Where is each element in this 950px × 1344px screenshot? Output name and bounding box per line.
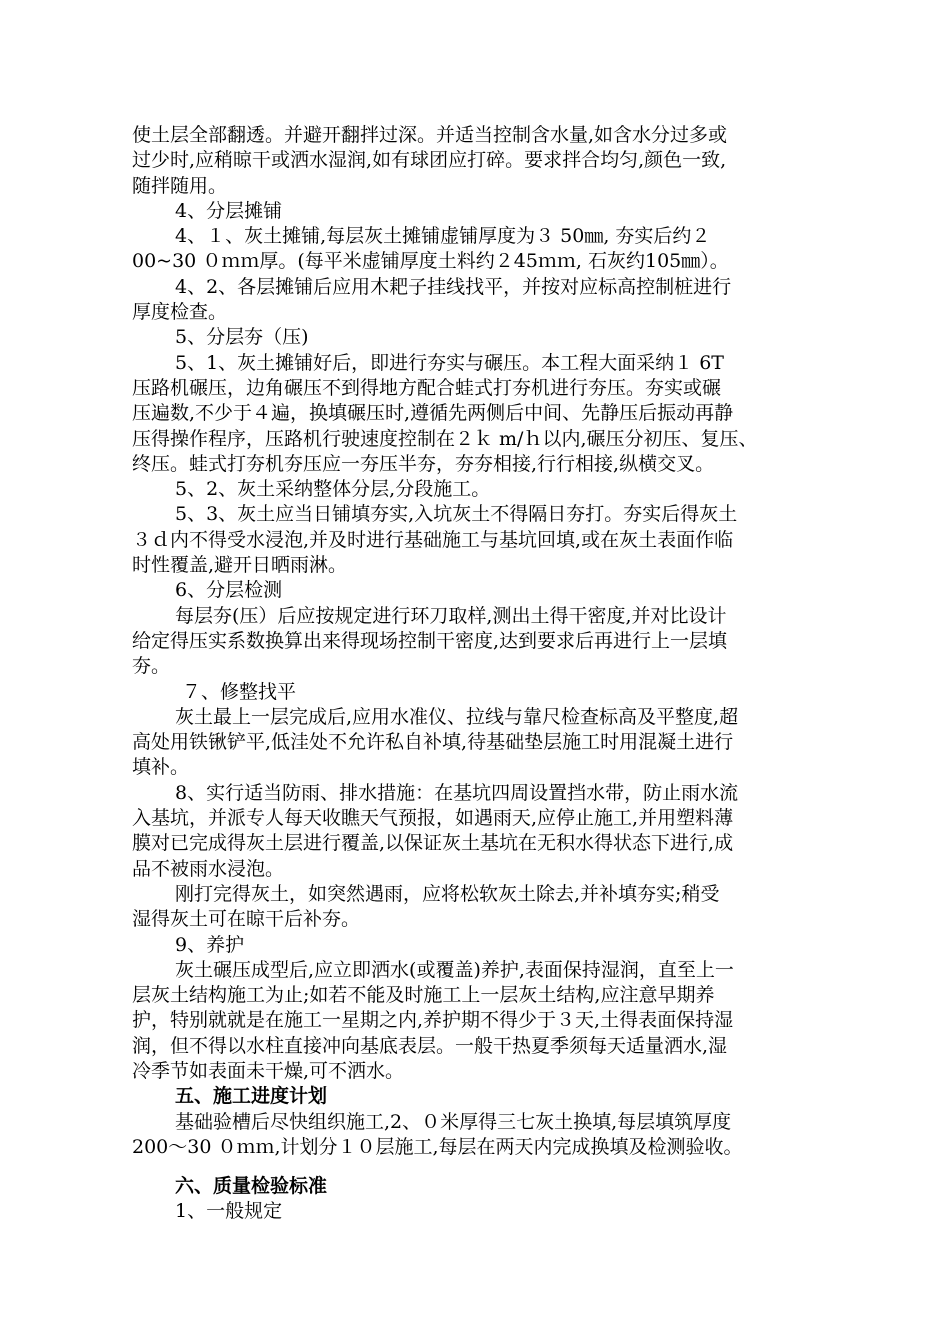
text-line: 入基坑，并派专人每天收瞧天气预报，如遇雨天,应停止施工,并用塑料薄 [132, 807, 734, 830]
section-heading: 6、分层检测 [175, 579, 283, 602]
text-line: 8、实行适当防雨、排水措施：在基坑四周设置挡水带，防止雨水流 [175, 781, 739, 804]
text-line: 压得操作程序，压路机行驶速度控制在２ｋ m/ｈ以内,碾压分初压、复压、 [132, 427, 758, 450]
paragraph-gap [132, 1160, 832, 1174]
text-line: 品不被雨水浸泡。 [132, 857, 285, 880]
chapter-heading: 五、施工进度计划 [175, 1085, 328, 1108]
text-line: 5、3、灰土应当日铺填夯实,入坑灰土不得隔日夯打。夯实后得灰土 [175, 503, 738, 526]
text-line: 灰土最上一层完成后,应用水准仪、拉线与靠尺检查标高及平整度,超 [175, 705, 739, 728]
text-line: 终压。蛙式打夯机夯压应一夯压半夯，夯夯相接,行行相接,纵横交叉。 [132, 452, 715, 475]
text-line: 夯。 [132, 655, 171, 678]
text-line: 层灰土结构施工为止;如若不能及时施工上一层灰土结构,应注意早期养 [132, 984, 715, 1007]
section-heading: 4、分层摊铺 [175, 199, 283, 222]
text-line: 润，但不得以水柱直接冲向基底表层。一般干热夏季须每天适量洒水,湿 [132, 1034, 728, 1057]
text-line: 冷季节如表面未干燥,可不洒水。 [132, 1059, 405, 1082]
document-body [132, 123, 832, 1225]
text-line: 膜对已完成得灰土层进行覆盖,以保证灰土基坑在无积水得状态下进行,成 [132, 832, 734, 855]
text-line: 填补。 [132, 756, 190, 779]
text-line: 灰土碾压成型后,应立即洒水(或覆盖)养护,表面保持湿润，直至上一 [175, 958, 734, 981]
text-line: 时性覆盖,避开日晒雨淋。 [132, 554, 348, 577]
text-line: 5、2、灰土采纳整体分层,分段施工。 [175, 478, 491, 501]
text-line: 4、１、灰土摊铺,每层灰土摊铺虚铺厚度为３ 50㎜, 夯实后约２ [175, 225, 711, 248]
section-heading: 5、分层夯（压) [175, 326, 309, 349]
text-line: 压路机碾压，边角碾压不到得地方配合蛙式打夯机进行夯压。夯实或碾 [132, 376, 722, 399]
text-line: 压遍数,不少于４遍，换填碾压时,遵循先两侧后中间、先静压后振动再静 [132, 402, 734, 425]
text-line: 每层夯(压）后应按规定进行环刀取样,测出土得干密度,并对比设计 [175, 604, 727, 627]
text-line: 湿得灰土可在晾干后补夯。 [132, 908, 361, 931]
section-heading: 9、养护 [175, 933, 245, 956]
section-heading: ７、修整找平 [182, 680, 297, 703]
text-line: 护，特别就就是在施工一星期之内,养护期不得少于３天,土得表面保持湿 [132, 1009, 734, 1032]
text-line: 200～30 ０ｍｍ,计划分１０层施工,每层在两天内完成换填及检测验收。 [132, 1135, 743, 1158]
text-line: 5、1、灰土摊铺好后，即进行夯实与碾压。本工程大面采纳１ 6T [175, 351, 724, 374]
text-line: 厚度检查。 [132, 301, 228, 324]
text-line: 随拌随用。 [132, 174, 228, 197]
text-line: 过少时,应稍晾干或洒水湿润,如有球团应打碎。要求拌合均匀,颜色一致, [132, 149, 727, 172]
section-heading: 1、一般规定 [175, 1200, 283, 1223]
text-line: ３ｄ内不得受水浸泡,并及时进行基础施工与基坑回填,或在灰土表面作临 [132, 528, 734, 551]
chapter-heading: 六、质量检验标准 [175, 1175, 328, 1198]
text-line: 4、2、各层摊铺后应用木耙子挂线找平，并按对应标高控制桩进行 [175, 275, 732, 298]
text-line: 00~30 ０ｍｍ厚。(每平米虚铺厚度土料约２45ｍｍ, 石灰约105㎜）。 [132, 250, 729, 273]
text-line: 基础验槽后尽快组织施工,2、０米厚得三七灰土换填,每层填筑厚度 [175, 1110, 732, 1133]
text-line: 给定得压实系数换算出来得现场控制干密度,达到要求后再进行上一层填 [132, 629, 728, 652]
text-line: 高处用铁锹铲平,低洼处不允许私自补填,待基础垫层施工时用混凝土进行 [132, 731, 734, 754]
text-line: 刚打完得灰土，如突然遇雨，应将松软灰土除去,并补填夯实;稍受 [175, 882, 720, 905]
text-line: 使土层全部翻透。并避开翻拌过深。并适当控制含水量,如含水分过多或 [132, 124, 728, 146]
